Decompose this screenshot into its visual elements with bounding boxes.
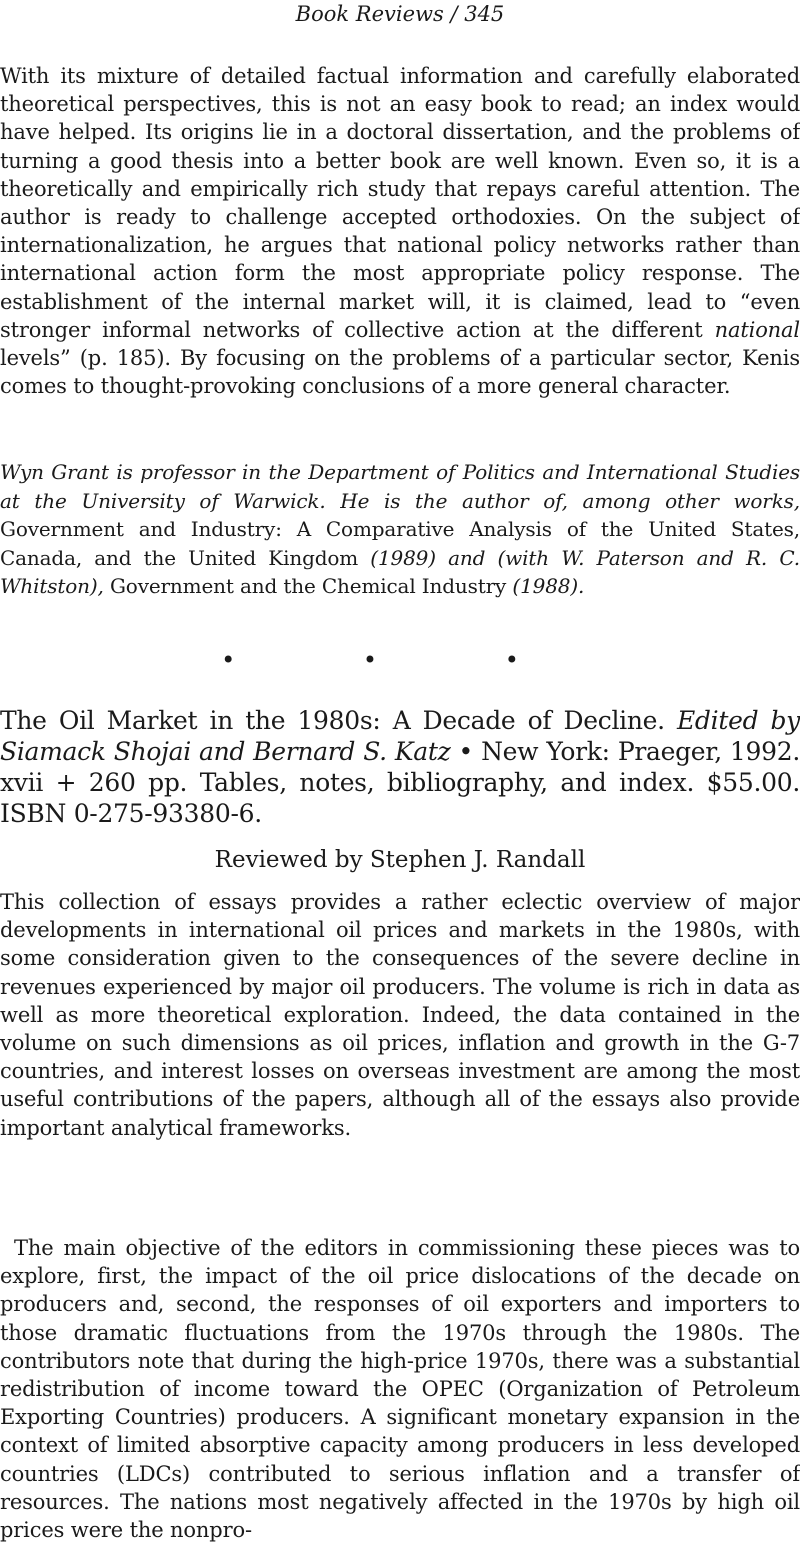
bio-part-3: (1988).: [512, 574, 585, 598]
bio-part-2: (1989) and (with W. Paterson and R. C. Whitston),: [0, 545, 800, 598]
author-bio: [0, 458, 800, 601]
closing-text: With its mixture of detailed factual information and carefully elaborated theoretical perspectives, this is not an easy book to read; an index would have helped. Its origins lie in a doctoral dissertation, and the problems of turning a good thesis into a better book are well known. Even so, it is a theoretically and empirically rich study that repays careful attention. The author is ready to challenge accepted orthodoxies. On the subject of internationalization, he argues that national policy networks rather than international action form the most appropriate policy response. The establishment of the internal market will, it is claimed, lead to “even stronger informal networks of collective action at the different: [0, 64, 800, 342]
running-header: Book Reviews / 345: [295, 2, 505, 26]
closing-text-end: levels” (p. 185). By focusing on the problems of a particular sector, Kenis comes to thought-provoking conclusions of a more general character.: [0, 346, 800, 399]
closing-italic-word: national: [714, 317, 800, 342]
book-citation: [0, 705, 800, 829]
bio-book-title-1: Government and Industry: A Comparative Analysis of the United States, Canada, and the United Kingdom: [0, 517, 800, 570]
reviewer-line: Reviewed by Stephen J. Randall: [214, 847, 586, 873]
review-closing-paragraph: [0, 62, 800, 400]
review-paragraph-2: The main objective of the editors in commissioning these pieces was to explore, first, the impact of the oil price dislocations of the decade on producers and, second, the responses of oil exporters and importers to those dramatic fluctuations from the 1970s through the 1980s. The contributors note that during the high-price 1970s, there was a substantial redistribution of income toward the OPEC (Organization of Petroleum Exporting Countries) producers. A significant monetary expansion in the context of limited absorptive capacity among producers in less developed countries (LDCs) contributed to serious inflation and a transfer of resources. The nations most negatively affected in the 1970s by high oil prices were the nonpro-: [0, 1236, 800, 1543]
bio-part-1: Wyn Grant is professor in the Department of Politics and International Studies at the University of Warwick. He is the author of, among other works,: [0, 460, 800, 513]
section-separator: • • •: [221, 646, 579, 674]
book-publication-info: • New York: Praeger, 1992. xvii + 260 pp. Tables, notes, bibliography, and index. $55.00. ISBN 0-275-93380-6.: [0, 737, 800, 828]
bio-book-title-2: Government and the Chemical Industry: [103, 574, 513, 598]
book-editors: Edited by Siamack Shojai and Bernard S. Katz: [0, 706, 800, 766]
review-paragraph-1: This collection of essays provides a rather eclectic overview of major developments in international oil prices and markets in the 1980s, with some consideration given to the consequences of the severe decline in revenues experienced by major oil producers. The volume is rich in data as well as more theoretical exploration. Indeed, the data contained in the volume on such dimensions as oil prices, inflation and growth in the G-7 countries, and interest losses on overseas investment are among the most useful contributions of the papers, although all of the essays also provide important analytical frameworks.: [0, 890, 800, 1140]
book-title: The Oil Market in the 1980s: A Decade of Decline.: [0, 706, 677, 735]
